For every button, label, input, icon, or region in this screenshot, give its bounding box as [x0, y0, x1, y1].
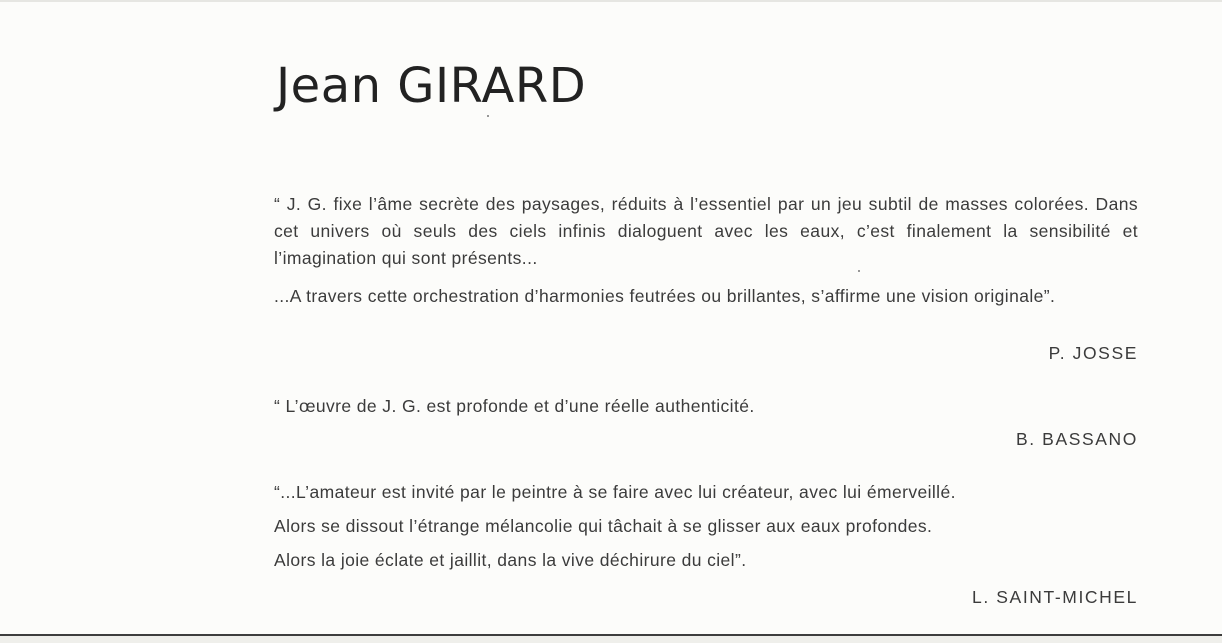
quote-2-author: B. BASSANO [1015, 429, 1138, 449]
quote-3-paragraph-2: Alors se dissout l’étrange mélancolie qui tâchait à se glisser aux eaux profondes. [274, 516, 933, 536]
quote-1-paragraph-1: “ J. G. fixe l’âme secrète des paysages, réduits à l’essentiel par un jeu subtil de masses colorées. Dans cet univers où seuls des ciels infinis dialoguent avec les eaux, c’est finalement la sensibilité et l’imagination qui sont présents... [274, 194, 1138, 268]
quote-3-author: L. SAINT-MICHEL [972, 587, 1138, 607]
paper-speck [858, 270, 860, 272]
card-top-edge [0, 0, 1222, 2]
card-bottom-shadow [0, 636, 1222, 643]
quote-1-author: P. JOSSE [1048, 343, 1138, 363]
quote-3-paragraph-3: Alors la joie éclate et jaillit, dans la vive déchirure du ciel”. [274, 550, 747, 570]
paper-speck [487, 115, 489, 117]
page-title: Jean GIRARD [276, 58, 587, 114]
quote-2-paragraph-1: “ L’œuvre de J. G. est profonde et d’une réelle authenticité. [274, 396, 755, 416]
quote-3-paragraph-1: “...L’amateur est invité par le peintre à se faire avec lui créateur, avec lui émerveillé. [274, 482, 956, 502]
quote-1-paragraph-2: ...A travers cette orchestration d’harmonies feutrées ou brillantes, s’affirme une vision originale”. [274, 286, 1056, 306]
